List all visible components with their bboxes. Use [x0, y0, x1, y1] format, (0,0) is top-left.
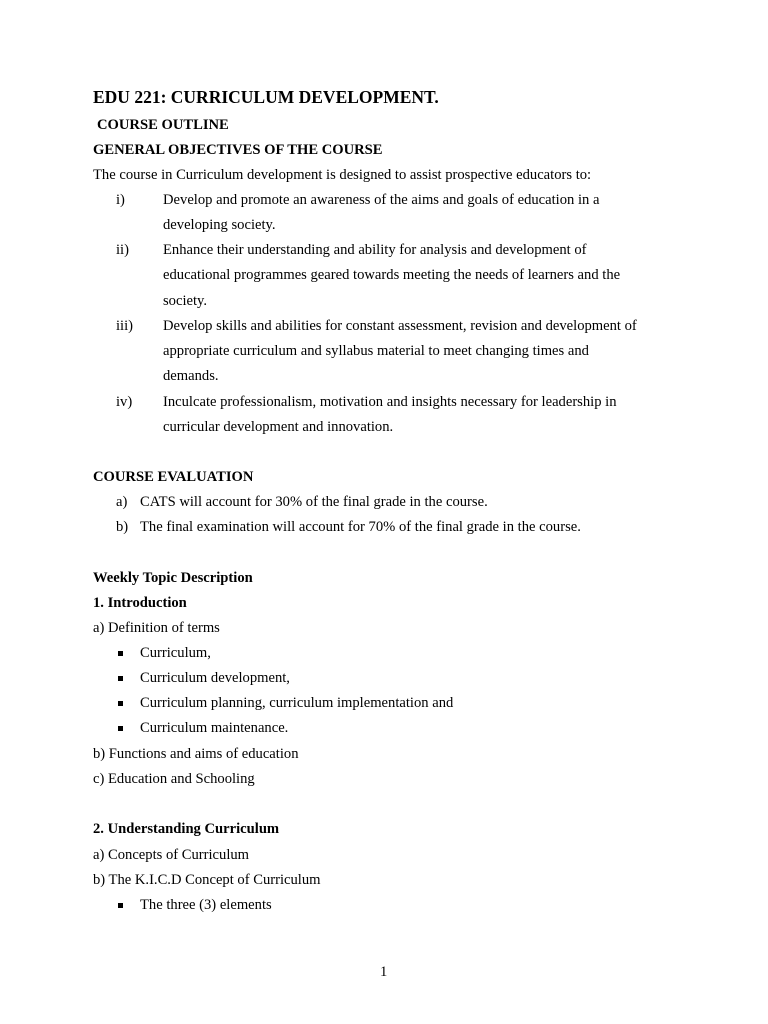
topic-1-subitem-a: a) Definition of terms [93, 620, 220, 636]
topic-1-bullet: Curriculum development, [140, 670, 290, 686]
square-bullet-icon [118, 903, 123, 908]
objective-marker: ii) [116, 242, 129, 258]
square-bullet-icon [118, 726, 123, 731]
general-objectives-heading: GENERAL OBJECTIVES OF THE COURSE [93, 142, 383, 158]
objective-text-line: curricular development and innovation. [163, 419, 394, 435]
objective-marker: i) [116, 192, 125, 208]
course-evaluation-heading: COURSE EVALUATION [93, 469, 254, 485]
topic-1-heading: 1. Introduction [93, 595, 187, 611]
topic-1-subitem-c: c) Education and Schooling [93, 771, 255, 787]
topic-2-subitem-a: a) Concepts of Curriculum [93, 847, 250, 863]
topic-2-subitem-b: b) The K.I.C.D Concept of Curriculum [93, 872, 321, 888]
objective-marker: iv) [116, 394, 133, 410]
objective-text-line: society. [163, 293, 208, 309]
weekly-topic-heading: Weekly Topic Description [93, 570, 253, 586]
topic-1-bullet: Curriculum, [140, 645, 211, 661]
objectives-intro: The course in Curriculum development is designed to assist prospective educators to: [93, 167, 592, 183]
objective-text-line: Develop skills and abilities for constant assessment, revision and development of [163, 318, 637, 334]
topic-1-subitem-b: b) Functions and aims of education [93, 746, 299, 762]
document-title: EDU 221: CURRICULUM DEVELOPMENT. [93, 87, 439, 107]
objective-text-line: developing society. [163, 217, 276, 233]
page-number: 1 [380, 964, 388, 980]
objective-text-line: Develop and promote an awareness of the aims and goals of education in a [163, 192, 600, 208]
topic-2-heading: 2. Understanding Curriculum [93, 821, 280, 837]
objective-marker: iii) [116, 318, 134, 334]
evaluation-marker: b) [116, 519, 129, 535]
objective-text-line: Enhance their understanding and ability for analysis and development of [163, 242, 587, 258]
square-bullet-icon [118, 651, 123, 656]
objective-text-line: appropriate curriculum and syllabus material to meet changing times and [163, 343, 589, 359]
objective-text-line: Inculcate professionalism, motivation and insights necessary for leadership in [163, 394, 617, 410]
square-bullet-icon [118, 676, 123, 681]
evaluation-text: CATS will account for 30% of the final grade in the course. [140, 494, 488, 510]
square-bullet-icon [118, 701, 123, 706]
objective-text-line: demands. [163, 368, 219, 384]
evaluation-marker: a) [116, 494, 128, 510]
topic-1-bullet: Curriculum planning, curriculum implementation and [140, 695, 454, 711]
evaluation-text: The final examination will account for 70% of the final grade in the course. [140, 519, 581, 535]
objective-text-line: educational programmes geared towards meeting the needs of learners and the [163, 267, 621, 283]
course-outline-heading: COURSE OUTLINE [97, 117, 229, 133]
topic-1-bullet: Curriculum maintenance. [140, 720, 289, 736]
topic-2-bullet: The three (3) elements [140, 897, 272, 913]
